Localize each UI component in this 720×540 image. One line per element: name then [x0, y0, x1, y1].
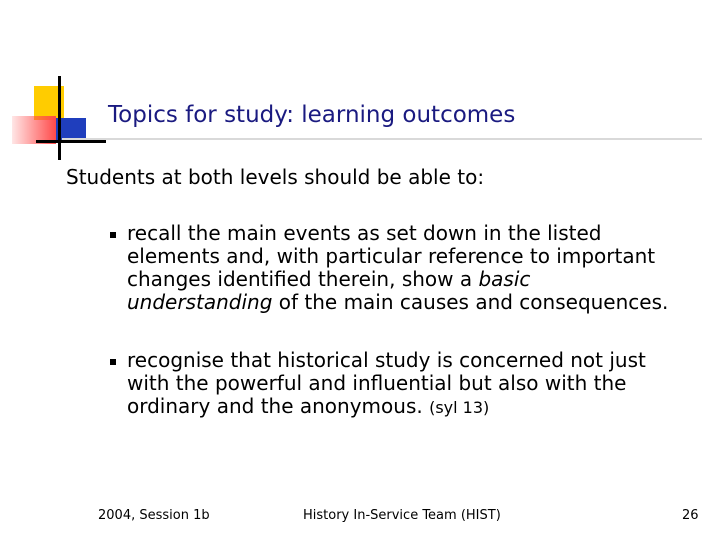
page-number: 26 — [682, 508, 699, 523]
footer-session: 2004, Session 1b — [98, 508, 210, 523]
title-divider — [62, 138, 702, 140]
square-bullet-icon — [110, 232, 116, 238]
bullet-text: recognise that historical study is concerned not just with the powerful and influential but also with the ordinary and the anonymous. — [127, 348, 646, 418]
intro-text: Students at both levels should be able to: — [66, 165, 485, 189]
bullet-item-recall — [100, 222, 680, 314]
bullet-list — [100, 222, 680, 419]
bullet-text-before: recall the main events as set down in the listed elements and, with particular reference to important changes identified therein, show a — [127, 221, 656, 291]
logo-vertical-line — [58, 76, 61, 160]
square-bullet-icon — [110, 359, 116, 365]
syllabus-reference: (syl 13) — [429, 398, 490, 417]
footer-team: History In-Service Team (HIST) — [303, 508, 501, 523]
corner-logo-icon — [0, 0, 110, 170]
slide-title: Topics for study: learning outcomes — [108, 102, 516, 128]
bullet-text-after: of the main causes and consequences. — [272, 290, 669, 314]
bullet-emphasis: basic understanding — [127, 267, 531, 314]
bullet-item-recognise — [100, 349, 680, 419]
logo-horizontal-line — [36, 140, 106, 143]
